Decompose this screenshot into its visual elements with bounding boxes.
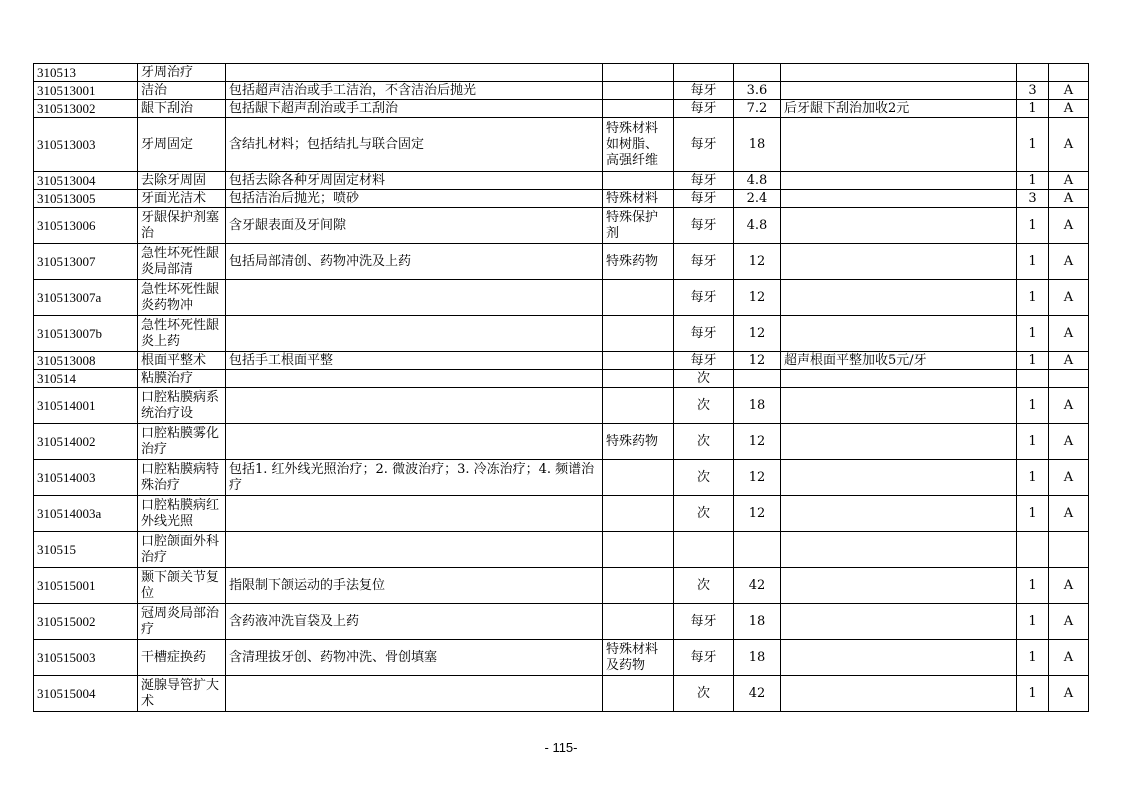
category-cell: 1 <box>1017 316 1049 352</box>
unit-cell: 次 <box>674 370 734 388</box>
excluded-content-cell <box>603 388 674 424</box>
excluded-content-cell <box>603 496 674 532</box>
unit-cell: 每牙 <box>674 208 734 244</box>
unit-cell: 次 <box>674 460 734 496</box>
unit-cell: 次 <box>674 388 734 424</box>
item-name-cell: 口腔粘膜病系统治疗设 <box>138 388 226 424</box>
item-content-cell <box>226 280 603 316</box>
table-row <box>34 64 1089 82</box>
table-row <box>34 604 1089 640</box>
grade-cell: A <box>1049 496 1089 532</box>
unit-cell: 次 <box>674 676 734 712</box>
table-row <box>34 244 1089 280</box>
item-content-cell: 含清理拔牙创、药物冲洗、骨创填塞 <box>226 640 603 676</box>
item-name-cell: 口腔粘膜雾化治疗 <box>138 424 226 460</box>
price-cell <box>734 64 781 82</box>
note-cell: 后牙龈下刮治加收2元 <box>781 100 1017 118</box>
note-cell <box>781 190 1017 208</box>
grade-cell: A <box>1049 568 1089 604</box>
category-cell <box>1017 64 1049 82</box>
table-row <box>34 532 1089 568</box>
excluded-content-cell <box>603 280 674 316</box>
unit-cell: 每牙 <box>674 640 734 676</box>
item-code-cell: 310515001 <box>34 568 138 604</box>
item-code-cell: 310515003 <box>34 640 138 676</box>
item-name-cell: 口腔粘膜病红外线光照 <box>138 496 226 532</box>
item-code-cell: 310513007b <box>34 316 138 352</box>
excluded-content-cell <box>603 568 674 604</box>
grade-cell: A <box>1049 208 1089 244</box>
item-code-cell: 310513003 <box>34 118 138 172</box>
note-cell <box>781 118 1017 172</box>
price-cell: 42 <box>734 676 781 712</box>
category-cell: 1 <box>1017 496 1049 532</box>
item-name-cell: 根面平整术 <box>138 352 226 370</box>
category-cell: 1 <box>1017 676 1049 712</box>
note-cell <box>781 208 1017 244</box>
item-content-cell <box>226 316 603 352</box>
unit-cell: 每牙 <box>674 280 734 316</box>
grade-cell: A <box>1049 640 1089 676</box>
price-cell: 18 <box>734 604 781 640</box>
note-cell <box>781 532 1017 568</box>
item-content-cell: 含牙龈表面及牙间隙 <box>226 208 603 244</box>
excluded-content-cell <box>603 352 674 370</box>
price-cell: 18 <box>734 118 781 172</box>
excluded-content-cell: 特殊保护剂 <box>603 208 674 244</box>
excluded-content-cell <box>603 64 674 82</box>
excluded-content-cell: 特殊材料及药物 <box>603 640 674 676</box>
item-name-cell: 口腔粘膜病特殊治疗 <box>138 460 226 496</box>
item-content-cell <box>226 532 603 568</box>
note-cell <box>781 64 1017 82</box>
item-code-cell: 310514 <box>34 370 138 388</box>
category-cell: 1 <box>1017 640 1049 676</box>
grade-cell <box>1049 64 1089 82</box>
price-cell: 12 <box>734 352 781 370</box>
price-cell: 12 <box>734 424 781 460</box>
item-name-cell: 急性坏死性龈炎局部清 <box>138 244 226 280</box>
item-code-cell: 310513002 <box>34 100 138 118</box>
unit-cell: 每牙 <box>674 316 734 352</box>
category-cell: 1 <box>1017 118 1049 172</box>
category-cell: 1 <box>1017 244 1049 280</box>
category-cell <box>1017 532 1049 568</box>
excluded-content-cell <box>603 100 674 118</box>
price-cell: 18 <box>734 640 781 676</box>
item-name-cell: 涎腺导管扩大术 <box>138 676 226 712</box>
page-number: - 115- <box>544 740 578 755</box>
item-content-cell: 含药液冲洗盲袋及上药 <box>226 604 603 640</box>
category-cell: 3 <box>1017 82 1049 100</box>
unit-cell: 每牙 <box>674 100 734 118</box>
unit-cell: 每牙 <box>674 82 734 100</box>
table-row <box>34 190 1089 208</box>
price-cell: 12 <box>734 244 781 280</box>
price-cell: 4.8 <box>734 208 781 244</box>
price-cell: 3.6 <box>734 82 781 100</box>
category-cell: 1 <box>1017 568 1049 604</box>
excluded-content-cell: 特殊材料 <box>603 190 674 208</box>
note-cell <box>781 316 1017 352</box>
category-cell <box>1017 370 1049 388</box>
grade-cell: A <box>1049 316 1089 352</box>
price-cell: 18 <box>734 388 781 424</box>
unit-cell <box>674 532 734 568</box>
grade-cell <box>1049 532 1089 568</box>
note-cell <box>781 604 1017 640</box>
price-cell: 12 <box>734 460 781 496</box>
note-cell: 超声根面平整加收5元/牙 <box>781 352 1017 370</box>
item-content-cell: 含结扎材料；包括结扎与联合固定 <box>226 118 603 172</box>
item-name-cell: 颞下颌关节复位 <box>138 568 226 604</box>
note-cell <box>781 388 1017 424</box>
item-content-cell <box>226 388 603 424</box>
price-cell: 7.2 <box>734 100 781 118</box>
item-content-cell <box>226 64 603 82</box>
excluded-content-cell <box>603 82 674 100</box>
item-code-cell: 310514002 <box>34 424 138 460</box>
item-name-cell: 粘膜治疗 <box>138 370 226 388</box>
grade-cell: A <box>1049 388 1089 424</box>
item-content-cell: 包括1. 红外线光照治疗；2. 微波治疗；3. 冷冻治疗；4. 频谱治疗 <box>226 460 603 496</box>
item-name-cell: 洁治 <box>138 82 226 100</box>
table-row <box>34 424 1089 460</box>
item-code-cell: 310513006 <box>34 208 138 244</box>
category-cell: 1 <box>1017 208 1049 244</box>
item-code-cell: 310513008 <box>34 352 138 370</box>
price-cell: 12 <box>734 280 781 316</box>
unit-cell: 次 <box>674 424 734 460</box>
excluded-content-cell: 特殊药物 <box>603 244 674 280</box>
category-cell: 1 <box>1017 424 1049 460</box>
item-code-cell: 310513 <box>34 64 138 82</box>
item-name-cell: 去除牙周固 <box>138 172 226 190</box>
category-cell: 1 <box>1017 352 1049 370</box>
grade-cell: A <box>1049 424 1089 460</box>
item-content-cell <box>226 370 603 388</box>
category-cell: 1 <box>1017 172 1049 190</box>
price-table <box>33 63 1089 712</box>
item-content-cell <box>226 496 603 532</box>
note-cell <box>781 640 1017 676</box>
grade-cell: A <box>1049 676 1089 712</box>
table-row <box>34 388 1089 424</box>
price-cell: 2.4 <box>734 190 781 208</box>
table-row <box>34 208 1089 244</box>
note-cell <box>781 172 1017 190</box>
note-cell <box>781 424 1017 460</box>
excluded-content-cell <box>603 370 674 388</box>
item-code-cell: 310513007a <box>34 280 138 316</box>
note-cell <box>781 676 1017 712</box>
price-cell: 42 <box>734 568 781 604</box>
price-cell <box>734 370 781 388</box>
item-name-cell: 牙周固定 <box>138 118 226 172</box>
item-name-cell: 冠周炎局部治疗 <box>138 604 226 640</box>
item-content-cell: 包括超声洁治或手工洁治，不含洁治后抛光 <box>226 82 603 100</box>
table-row <box>34 280 1089 316</box>
item-code-cell: 310515004 <box>34 676 138 712</box>
note-cell <box>781 370 1017 388</box>
category-cell: 1 <box>1017 604 1049 640</box>
table-row <box>34 118 1089 172</box>
item-name-cell: 牙龈保护剂塞治 <box>138 208 226 244</box>
note-cell <box>781 82 1017 100</box>
table-row <box>34 640 1089 676</box>
grade-cell: A <box>1049 190 1089 208</box>
item-code-cell: 310514003 <box>34 460 138 496</box>
item-code-cell: 310513005 <box>34 190 138 208</box>
item-content-cell: 指限制下颌运动的手法复位 <box>226 568 603 604</box>
excluded-content-cell <box>603 604 674 640</box>
item-code-cell: 310515 <box>34 532 138 568</box>
item-content-cell <box>226 676 603 712</box>
unit-cell <box>674 64 734 82</box>
excluded-content-cell <box>603 172 674 190</box>
item-code-cell: 310514003a <box>34 496 138 532</box>
item-content-cell: 包括龈下超声刮治或手工刮治 <box>226 100 603 118</box>
excluded-content-cell: 特殊药物 <box>603 424 674 460</box>
table-row <box>34 676 1089 712</box>
category-cell: 1 <box>1017 100 1049 118</box>
item-code-cell: 310513004 <box>34 172 138 190</box>
table-row <box>34 496 1089 532</box>
price-cell: 12 <box>734 496 781 532</box>
grade-cell: A <box>1049 244 1089 280</box>
grade-cell: A <box>1049 172 1089 190</box>
price-cell: 4.8 <box>734 172 781 190</box>
item-code-cell: 310513007 <box>34 244 138 280</box>
unit-cell: 每牙 <box>674 118 734 172</box>
item-name-cell: 干槽症换药 <box>138 640 226 676</box>
category-cell: 1 <box>1017 460 1049 496</box>
item-code-cell: 310515002 <box>34 604 138 640</box>
excluded-content-cell: 特殊材料如树脂、高强纤维 <box>603 118 674 172</box>
item-content-cell: 包括手工根面平整 <box>226 352 603 370</box>
table-row <box>34 172 1089 190</box>
item-name-cell: 龈下刮治 <box>138 100 226 118</box>
grade-cell: A <box>1049 280 1089 316</box>
category-cell: 1 <box>1017 388 1049 424</box>
item-content-cell: 包括局部清创、药物冲洗及上药 <box>226 244 603 280</box>
table-row <box>34 352 1089 370</box>
grade-cell: A <box>1049 118 1089 172</box>
unit-cell: 每牙 <box>674 172 734 190</box>
table-body <box>34 64 1089 712</box>
table-row <box>34 82 1089 100</box>
item-name-cell: 牙面光洁术 <box>138 190 226 208</box>
item-code-cell: 310513001 <box>34 82 138 100</box>
item-name-cell: 牙周治疗 <box>138 64 226 82</box>
excluded-content-cell <box>603 316 674 352</box>
table-row <box>34 316 1089 352</box>
note-cell <box>781 280 1017 316</box>
item-code-cell: 310514001 <box>34 388 138 424</box>
excluded-content-cell <box>603 460 674 496</box>
note-cell <box>781 496 1017 532</box>
note-cell <box>781 568 1017 604</box>
unit-cell: 每牙 <box>674 604 734 640</box>
table-row <box>34 568 1089 604</box>
category-cell: 1 <box>1017 280 1049 316</box>
unit-cell: 每牙 <box>674 190 734 208</box>
table-row <box>34 100 1089 118</box>
grade-cell <box>1049 370 1089 388</box>
unit-cell: 每牙 <box>674 352 734 370</box>
unit-cell: 每牙 <box>674 244 734 280</box>
note-cell <box>781 244 1017 280</box>
item-name-cell: 急性坏死性龈炎上药 <box>138 316 226 352</box>
unit-cell: 次 <box>674 496 734 532</box>
table-row <box>34 460 1089 496</box>
grade-cell: A <box>1049 604 1089 640</box>
excluded-content-cell <box>603 676 674 712</box>
item-name-cell: 口腔颌面外科治疗 <box>138 532 226 568</box>
note-cell <box>781 460 1017 496</box>
grade-cell: A <box>1049 352 1089 370</box>
item-content-cell <box>226 424 603 460</box>
excluded-content-cell <box>603 532 674 568</box>
price-cell <box>734 532 781 568</box>
price-cell: 12 <box>734 316 781 352</box>
item-content-cell: 包括去除各种牙周固定材料 <box>226 172 603 190</box>
unit-cell: 次 <box>674 568 734 604</box>
grade-cell: A <box>1049 82 1089 100</box>
category-cell: 3 <box>1017 190 1049 208</box>
table-row <box>34 370 1089 388</box>
grade-cell: A <box>1049 100 1089 118</box>
item-name-cell: 急性坏死性龈炎药物冲 <box>138 280 226 316</box>
grade-cell: A <box>1049 460 1089 496</box>
item-content-cell: 包括洁治后抛光；喷砂 <box>226 190 603 208</box>
